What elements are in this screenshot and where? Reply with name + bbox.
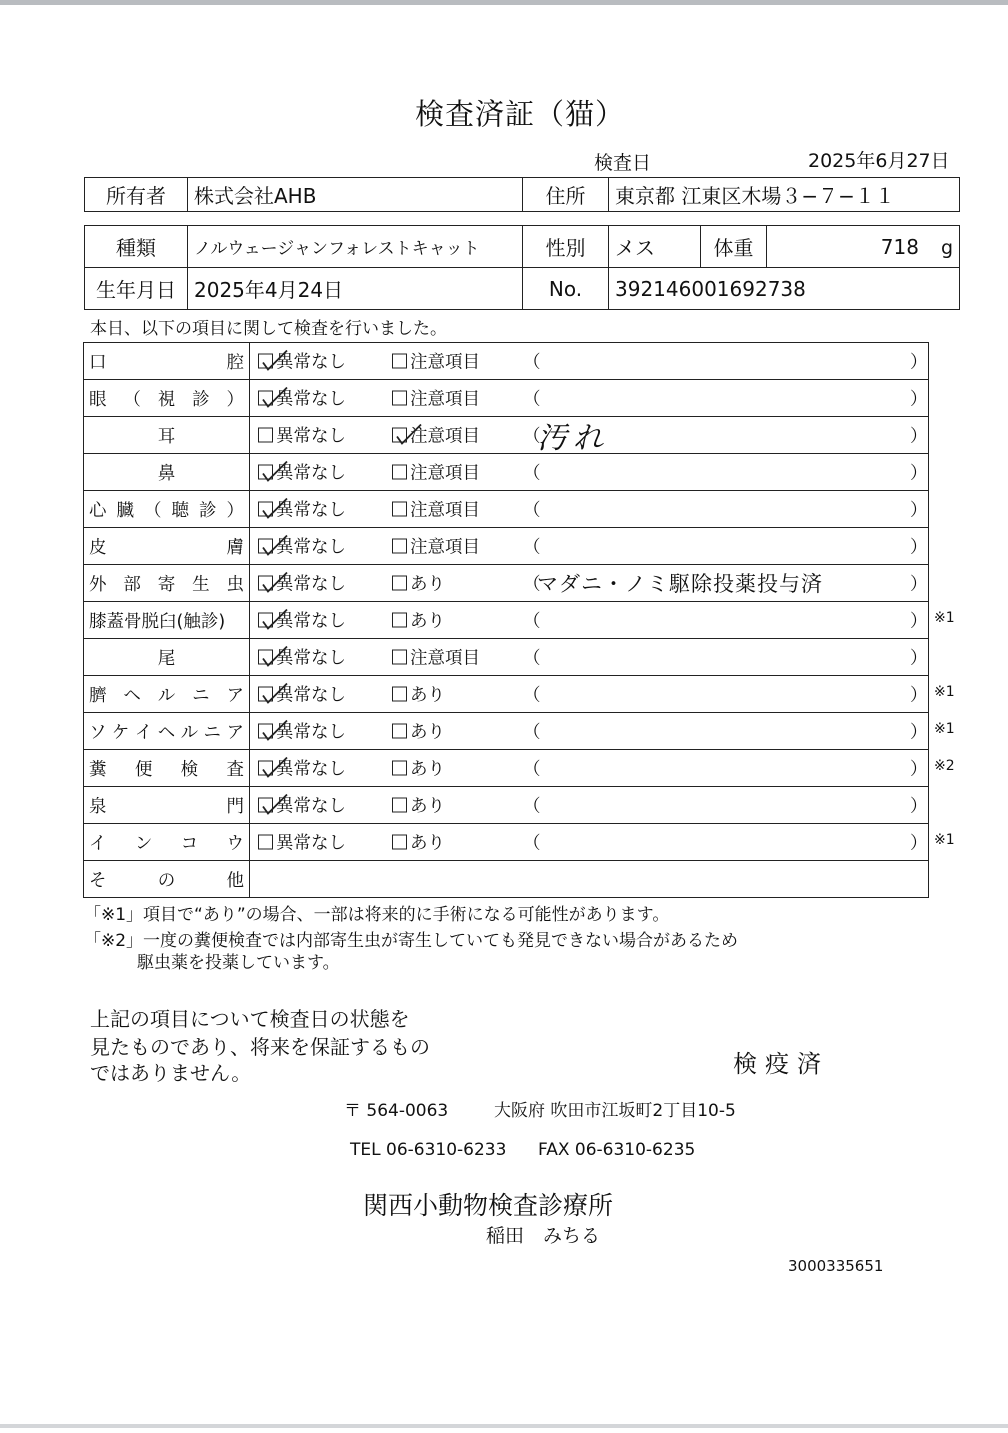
checkmark-icon <box>261 349 289 373</box>
checkbox[interactable] <box>392 539 407 554</box>
inspection-row <box>84 417 929 454</box>
item-name-cell <box>84 454 250 491</box>
checkmark-icon <box>261 497 289 521</box>
checkbox[interactable] <box>392 761 407 776</box>
item-name-char: ア <box>226 722 244 743</box>
paren-close: ） <box>910 426 928 447</box>
exam-date-value: 2025年6月27日 <box>808 150 950 172</box>
normal-option[interactable] <box>258 793 346 818</box>
inspection-row <box>84 676 929 713</box>
inspection-row <box>84 565 929 602</box>
owner-label: 所有者 <box>85 178 188 212</box>
item-name <box>89 719 244 744</box>
other-remarks-cell <box>250 861 929 898</box>
paren-open: （ <box>523 426 541 447</box>
paren-close: ） <box>910 389 928 410</box>
inspection-row <box>84 528 929 565</box>
item-name-char: コ <box>180 833 199 854</box>
item-name-cell <box>84 676 250 713</box>
remark-text: マダニ・ノミ駆除投薬投与済 <box>537 572 823 596</box>
checkbox[interactable] <box>258 687 273 702</box>
option-label: 異常なし <box>276 685 346 706</box>
item-name <box>89 571 244 596</box>
option-label: あり <box>410 759 445 780</box>
result-cell <box>250 343 929 380</box>
item-name-char: ル <box>180 722 199 743</box>
checkbox[interactable] <box>392 724 407 739</box>
option-label: 注意項目 <box>410 648 480 669</box>
item-name <box>89 534 244 559</box>
footnote-2: 「※2」一度の糞便検査では内部寄生虫が寄生していても発見できない場合があるため <box>84 931 739 951</box>
option-label: 異常なし <box>276 648 346 669</box>
checkbox[interactable] <box>258 354 273 369</box>
paren-close: ） <box>910 685 928 706</box>
item-name <box>89 756 244 781</box>
paren-close: ） <box>910 759 928 780</box>
option-label: あり <box>410 611 445 632</box>
option-label: 異常なし <box>276 833 346 854</box>
item-name-char: ン <box>134 833 153 854</box>
item-name-char: ル <box>157 685 176 706</box>
item-name-char: 糞 <box>89 759 107 780</box>
checkmark-icon <box>261 756 289 780</box>
option-label: 異常なし <box>276 574 346 595</box>
checkbox[interactable] <box>392 650 407 665</box>
document-code: 3000335651 <box>788 1257 884 1275</box>
paren-open: （ <box>523 648 541 669</box>
checkmark-icon <box>261 682 289 706</box>
item-name-char: 心 <box>89 500 107 521</box>
registration-no-label: No. <box>523 268 609 310</box>
caution-option[interactable] <box>392 386 480 411</box>
normal-option[interactable] <box>258 756 346 781</box>
checkmark-icon <box>261 793 289 817</box>
item-name-char: 便 <box>134 759 153 780</box>
inspection-row <box>84 639 929 676</box>
option-label: あり <box>410 685 445 706</box>
scan-top-edge <box>0 0 1008 5</box>
item-name-char: ニ <box>192 685 210 706</box>
checkbox[interactable] <box>258 502 273 517</box>
statement-line-3: ではありません。 <box>90 1061 252 1085</box>
item-name: 鼻 <box>157 463 176 484</box>
paren-close: ） <box>910 500 928 521</box>
option-label: 異常なし <box>276 611 346 632</box>
item-name-char: ア <box>226 685 244 706</box>
item-name-char: 聴 <box>171 500 189 521</box>
paren-open: （ <box>523 574 541 595</box>
item-name <box>89 386 244 411</box>
item-name-char: 査 <box>226 759 244 780</box>
paren-close: ） <box>910 463 928 484</box>
item-name-char: 口 <box>89 352 107 373</box>
pet-info-table <box>84 225 960 310</box>
option-label: 異常なし <box>276 426 346 447</box>
result-cell <box>250 602 929 639</box>
checkbox[interactable] <box>258 650 273 665</box>
option-label: 異常なし <box>276 796 346 817</box>
option-label: 異常なし <box>276 759 346 780</box>
option-label: 注意項目 <box>410 352 480 373</box>
item-name-char: ヘ <box>123 685 141 706</box>
clinic-postal: 〒 564-0063 <box>344 1101 449 1121</box>
document-title: 検査済証（猫） <box>414 97 625 131</box>
option-label: 異常なし <box>276 500 346 521</box>
item-name-char: 膚 <box>226 537 244 558</box>
present-option[interactable] <box>392 830 445 855</box>
paren-open: （ <box>523 685 541 706</box>
checkmark-icon <box>261 386 289 410</box>
clinic-tel: TEL 06-6310-6233 <box>350 1140 507 1160</box>
clinic-address: 大阪府 吹田市江坂町2丁目10-5 <box>494 1101 736 1121</box>
item-name-char: ） <box>226 389 244 410</box>
item-name-char: そ <box>89 870 107 891</box>
item-name <box>89 349 244 374</box>
inspection-row <box>84 713 929 750</box>
normal-option[interactable] <box>258 645 346 670</box>
inspection-table <box>83 342 929 898</box>
item-name-char: 診 <box>199 500 217 521</box>
other-row <box>84 861 929 898</box>
quarantine-stamp: 検疫済 <box>733 1050 829 1078</box>
normal-option[interactable] <box>258 608 346 633</box>
paren-close: ） <box>910 574 928 595</box>
item-name: 耳 <box>157 426 176 447</box>
owner-table <box>84 177 960 212</box>
checkbox[interactable] <box>258 761 273 776</box>
item-name <box>89 830 244 855</box>
checkmark-icon <box>261 645 289 669</box>
item-name-char: 診 <box>192 389 210 410</box>
paren-close: ） <box>910 611 928 632</box>
checkbox[interactable] <box>392 502 407 517</box>
item-name-cell <box>84 417 250 454</box>
caution-option[interactable] <box>392 460 480 485</box>
paren-open: （ <box>523 463 541 484</box>
item-name-cell <box>84 528 250 565</box>
present-option[interactable] <box>392 608 445 633</box>
inspection-row <box>84 750 929 787</box>
result-cell <box>250 639 929 676</box>
item-name-char: 他 <box>226 870 244 891</box>
clinic-person: 稲田 みちる <box>485 1225 600 1247</box>
breed-label: 種類 <box>85 226 188 268</box>
checkbox[interactable] <box>258 798 273 813</box>
dob-label: 生年月日 <box>85 268 188 310</box>
normal-option[interactable] <box>258 830 346 855</box>
weight-value <box>767 226 960 268</box>
item-name-char: ヘ <box>157 722 176 743</box>
checkbox[interactable] <box>392 465 407 480</box>
reference-mark: ※1 <box>934 684 955 700</box>
normal-option[interactable] <box>258 534 346 559</box>
item-name-char: 寄 <box>157 574 176 595</box>
option-label: 異常なし <box>276 463 346 484</box>
option-label: あり <box>410 574 445 595</box>
item-name-cell <box>84 861 250 898</box>
option-label: 注意項目 <box>410 500 480 521</box>
paren-open: （ <box>523 759 541 780</box>
inspection-row <box>84 343 929 380</box>
caution-option[interactable] <box>392 349 480 374</box>
paren-open: （ <box>523 796 541 817</box>
result-cell <box>250 824 929 861</box>
paren-close: ） <box>910 352 928 373</box>
clinic-name: 関西小動物検査診療所 <box>362 1191 613 1220</box>
checkbox[interactable] <box>258 428 273 443</box>
checkbox[interactable] <box>258 724 273 739</box>
inspection-row <box>84 787 929 824</box>
item-name <box>89 608 244 633</box>
checkbox[interactable] <box>392 428 407 443</box>
paren-close: ） <box>910 722 928 743</box>
inspection-row <box>84 454 929 491</box>
item-name-char: （ <box>144 500 162 521</box>
option-label: 注意項目 <box>410 537 480 558</box>
footnote-1: 「※1」項目で“あり”の場合、一部は将来的に手術になる可能性があります。 <box>84 905 670 925</box>
result-cell <box>250 380 929 417</box>
paren-close: ） <box>910 537 928 558</box>
item-name-char: 皮 <box>89 537 107 558</box>
item-name-char: 臍 <box>89 685 107 706</box>
checkbox[interactable] <box>392 576 407 591</box>
item-name-char: 臓 <box>116 500 134 521</box>
scan-bottom-edge <box>0 1424 1008 1428</box>
item-name-cell <box>84 602 250 639</box>
checkbox[interactable] <box>258 539 273 554</box>
inspection-row <box>84 824 929 861</box>
item-name-cell <box>84 713 250 750</box>
clinic-fax: FAX 06-6310-6235 <box>538 1140 696 1160</box>
checkbox[interactable] <box>392 798 407 813</box>
checkbox[interactable] <box>258 465 273 480</box>
item-name-char: 門 <box>226 796 244 817</box>
item-name <box>89 867 244 892</box>
normal-option[interactable] <box>258 423 346 448</box>
item-name-char: ケ <box>111 722 130 743</box>
option-label: 注意項目 <box>410 463 480 484</box>
inspection-row <box>84 380 929 417</box>
sex-label: 性別 <box>523 226 609 268</box>
item-name-cell <box>84 380 250 417</box>
item-name-char: ） <box>226 500 244 521</box>
address-value: 東京都 江東区木場３−７−１１ <box>609 178 960 212</box>
paren-open: （ <box>523 500 541 521</box>
option-label: 異常なし <box>276 389 346 410</box>
paren-open: （ <box>523 352 541 373</box>
checkbox[interactable] <box>392 354 407 369</box>
normal-option[interactable] <box>258 719 346 744</box>
result-cell <box>250 491 929 528</box>
result-cell <box>250 750 929 787</box>
paren-close: ） <box>910 648 928 669</box>
result-cell <box>250 528 929 565</box>
paren-close: ） <box>910 833 928 854</box>
item-name-cell <box>84 565 250 602</box>
item-name-char: の <box>157 870 176 891</box>
checkmark-icon <box>261 571 289 595</box>
item-name-char: 外 <box>89 574 107 595</box>
paren-open: （ <box>523 611 541 632</box>
checkmark-icon <box>395 423 423 447</box>
inspection-row <box>84 491 929 528</box>
checkbox[interactable] <box>392 391 407 406</box>
present-option[interactable] <box>392 719 445 744</box>
result-cell <box>250 676 929 713</box>
checkmark-icon <box>261 534 289 558</box>
item-name-cell <box>84 787 250 824</box>
reference-mark: ※1 <box>934 610 955 626</box>
checkbox[interactable] <box>392 613 407 628</box>
checkbox[interactable] <box>392 687 407 702</box>
checkmark-icon <box>261 608 289 632</box>
reference-mark: ※2 <box>934 758 955 774</box>
item-name-char: イ <box>134 722 153 743</box>
caution-option[interactable] <box>392 423 480 448</box>
option-label: あり <box>410 722 445 743</box>
item-name-char: 眼 <box>89 389 107 410</box>
normal-option[interactable] <box>258 460 346 485</box>
result-cell <box>250 713 929 750</box>
result-cell <box>250 454 929 491</box>
checkbox[interactable] <box>392 835 407 850</box>
item-name-char: 生 <box>192 574 210 595</box>
checkbox[interactable] <box>258 576 273 591</box>
present-option[interactable] <box>392 793 445 818</box>
item-name-char: 膝蓋骨脱臼(触診) <box>89 611 226 632</box>
item-name-char: イ <box>89 833 107 854</box>
item-name-char: ウ <box>226 833 244 854</box>
reference-mark: ※1 <box>934 721 955 737</box>
normal-option[interactable] <box>258 386 346 411</box>
result-cell <box>250 417 929 454</box>
normal-option[interactable] <box>258 349 346 374</box>
weight-label: 体重 <box>701 226 767 268</box>
registration-no-value: 392146001692738 <box>609 268 960 310</box>
item-name-cell <box>84 343 250 380</box>
item-name-char: 検 <box>180 759 199 780</box>
address-label: 住所 <box>523 178 609 212</box>
remark-text: 汚れ <box>537 421 609 456</box>
option-label: 注意項目 <box>410 389 480 410</box>
option-label: 異常なし <box>276 722 346 743</box>
checkbox[interactable] <box>258 613 273 628</box>
sex-value: メス <box>609 226 701 268</box>
option-label: 注意項目 <box>410 426 480 447</box>
present-option[interactable] <box>392 571 445 596</box>
paren-open: （ <box>523 537 541 558</box>
item-name-cell <box>84 824 250 861</box>
normal-option[interactable] <box>258 497 346 522</box>
checkmark-icon <box>261 719 289 743</box>
item-name-char: 部 <box>123 574 141 595</box>
caution-option[interactable] <box>392 534 480 559</box>
weight-unit: g <box>940 236 953 259</box>
result-cell <box>250 787 929 824</box>
item-name-char: 視 <box>157 389 176 410</box>
caution-option[interactable] <box>392 497 480 522</box>
owner-value: 株式会社AHB <box>188 178 523 212</box>
inspection-row <box>84 602 929 639</box>
checkmark-icon <box>261 460 289 484</box>
paren-open: （ <box>523 722 541 743</box>
statement-line-1: 上記の項目について検査日の状態を <box>90 1007 410 1031</box>
item-name-cell <box>84 491 250 528</box>
item-name: 尾 <box>157 648 176 669</box>
paren-close: ） <box>910 796 928 817</box>
normal-option[interactable] <box>258 571 346 596</box>
footnote-2-cont: 駆虫薬を投薬しています。 <box>137 953 340 973</box>
item-name-cell <box>84 750 250 787</box>
normal-option[interactable] <box>258 682 346 707</box>
caution-option[interactable] <box>392 645 480 670</box>
weight-number: 718 <box>880 234 919 259</box>
option-label: 異常なし <box>276 537 346 558</box>
result-cell <box>250 565 929 602</box>
present-option[interactable] <box>392 756 445 781</box>
item-name <box>89 682 244 707</box>
paren-open: （ <box>523 389 541 410</box>
option-label: 異常なし <box>276 352 346 373</box>
item-name-char: 腔 <box>226 352 244 373</box>
item-name-cell <box>84 639 250 676</box>
item-name <box>89 497 244 522</box>
item-name-char: （ <box>123 389 141 410</box>
paren-open: （ <box>523 833 541 854</box>
option-label: あり <box>410 796 445 817</box>
item-name <box>89 793 244 818</box>
checkbox[interactable] <box>258 391 273 406</box>
checkbox[interactable] <box>258 835 273 850</box>
present-option[interactable] <box>392 682 445 707</box>
intro-text: 本日、以下の項目に関して検査を行いました。 <box>90 319 447 339</box>
dob-value: 2025年4月24日 <box>188 268 523 310</box>
item-name-char: ソ <box>89 722 107 743</box>
item-name-char: ニ <box>203 722 222 743</box>
reference-mark: ※1 <box>934 832 955 848</box>
statement-line-2: 見たものであり、将来を保証するもの <box>90 1035 430 1059</box>
item-name-char: 虫 <box>226 574 244 595</box>
item-name-char: 泉 <box>89 796 107 817</box>
option-label: あり <box>410 833 445 854</box>
exam-date-label: 検査日 <box>594 152 652 174</box>
breed-value: ノルウェージャンフォレストキャット <box>188 226 523 268</box>
